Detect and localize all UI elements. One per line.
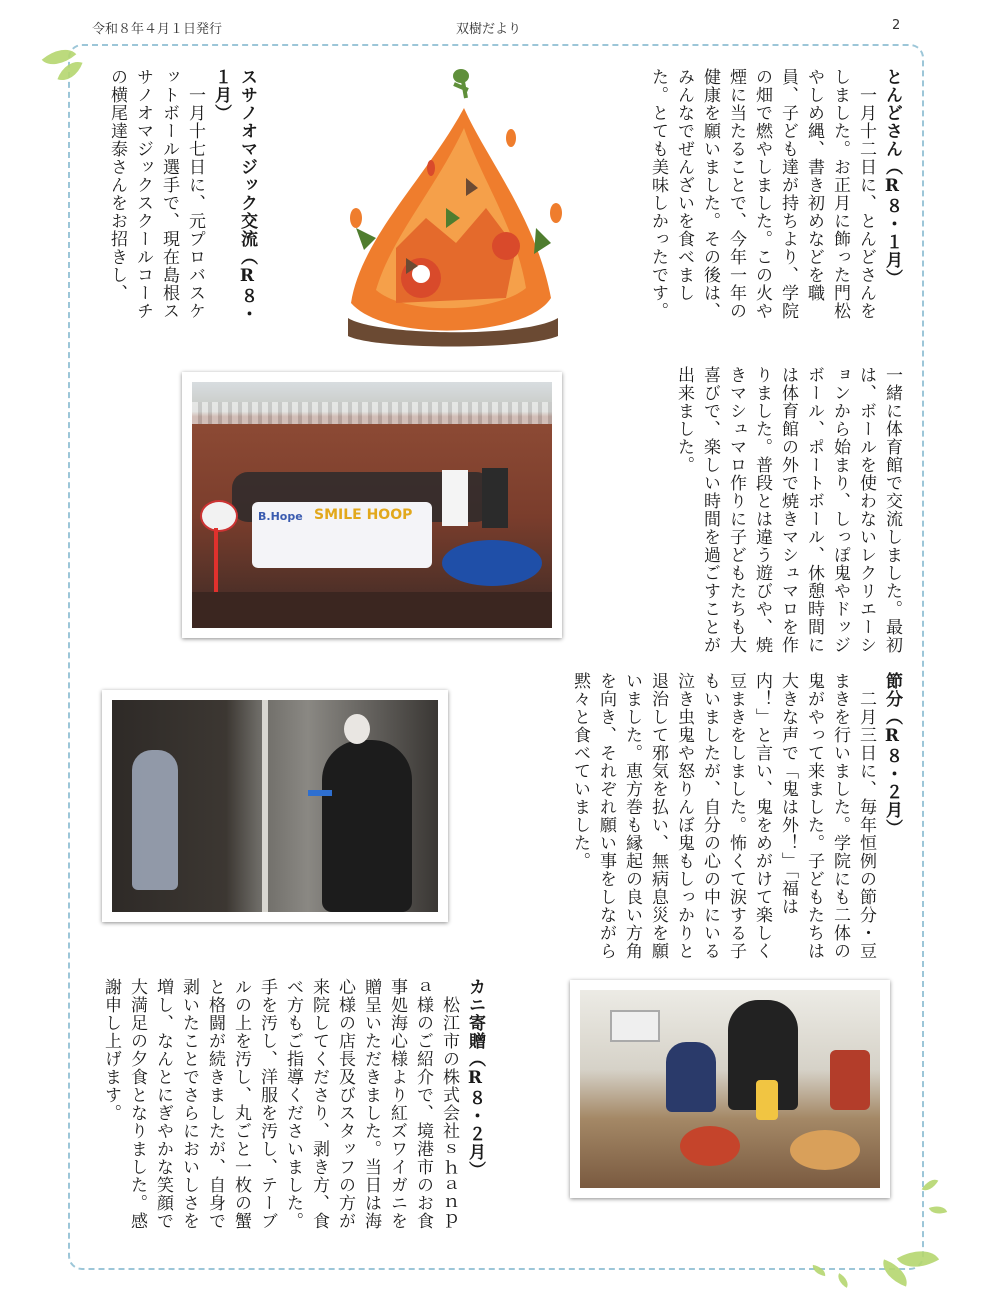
article-body: 一月十二日に、とんどさんをしました。お正月に飾った門松やしめ縄、書き初めなどを職員、子ども達が持ちより、学院の畑で燃やしました。この火や煙に当たることで、今年一年の健康を願いました。その後は、みんなでぜんざいを食べました。とても美味しかったです。	[648, 68, 876, 320]
event-banner	[252, 502, 432, 568]
article-body: 一月十七日に、元プロバスケットボール選手で、現在島根スサノオマジックスクールコーチの横尾達泰さんをお招きし、	[107, 68, 205, 320]
article-body: 一緒に体育館で交流しました。最初は、ボールを使わないレクリエーションから始まり、しっぽ鬼やドッジボール、ポートボール、休憩時間には体育館の外で焼きマシュマロを作りました。普段とは違う遊びや、焼きマシュマロ作りに子どもたちも大喜びで、楽しい時間を過ごすことが出来ました。	[674, 366, 902, 654]
article-body: 二月三日に、毎年恒例の節分・豆まきを行いました。学院にも二体の鬼がやって来ました。子どもたちは大きな声で「鬼は外！」「福は内！」と言い、鬼をめがけて楽しく豆まきをしました。怖くて涙する子もいましたが、自分の心の中にいる泣き虫鬼や怒りんぼ鬼もしっかりと退治して邪気を払い、無病息災を願いました。恵方巻も縁起の良い方角を向き、それぞれ願い事をしながら黙々と食べていました。	[570, 672, 876, 960]
article-susano-cont	[671, 366, 905, 654]
leaf-icon	[922, 1176, 939, 1195]
article-title: カニ寄贈（R８・２月）	[465, 978, 485, 1179]
banner-text: SMILE HOOP	[314, 507, 413, 523]
leaf-icon	[929, 1203, 947, 1218]
page-number: 2	[892, 18, 901, 33]
photo-crab-dinner	[570, 980, 890, 1198]
newsletter-title: 双樹だより	[456, 22, 522, 37]
article-setsubun	[567, 672, 905, 960]
article-tondo	[645, 68, 905, 330]
photo-setsubun-oni	[102, 690, 448, 922]
photo-basketball-group	[182, 372, 562, 638]
article-title: スサノオマジック交流（R８・１月）	[211, 68, 257, 323]
issue-date: 令和８年４月１日発行	[92, 22, 223, 37]
leaf-icon	[835, 1273, 852, 1288]
article-kani	[98, 978, 488, 1240]
banner-logo: B.Hope	[258, 510, 303, 523]
article-susano	[104, 68, 260, 330]
article-title: とんどさん（R８・１月）	[882, 68, 902, 287]
article-title: 節分（R８・２月）	[882, 672, 902, 837]
fire-illustration	[336, 68, 566, 353]
article-body: 松江市の株式会社ｓｈａｎｐａ様のご紹介で、境港市のお食事処海心様より紅ズワイガニを贈呈いただきました。当日は海心様の店長及びスタッフの方が来院してくださり、剥き方、食べ方もご指導くださいました。手を汚し、洋服を汚し、テーブルの上を汚し、丸ごと一枚の蟹と格闘が続きましたが、自身で剥いたことでさらにおいしさを増し、なんとにぎやかな笑顔で大満足の夕食となりました。感謝申し上げます。	[101, 978, 459, 1230]
